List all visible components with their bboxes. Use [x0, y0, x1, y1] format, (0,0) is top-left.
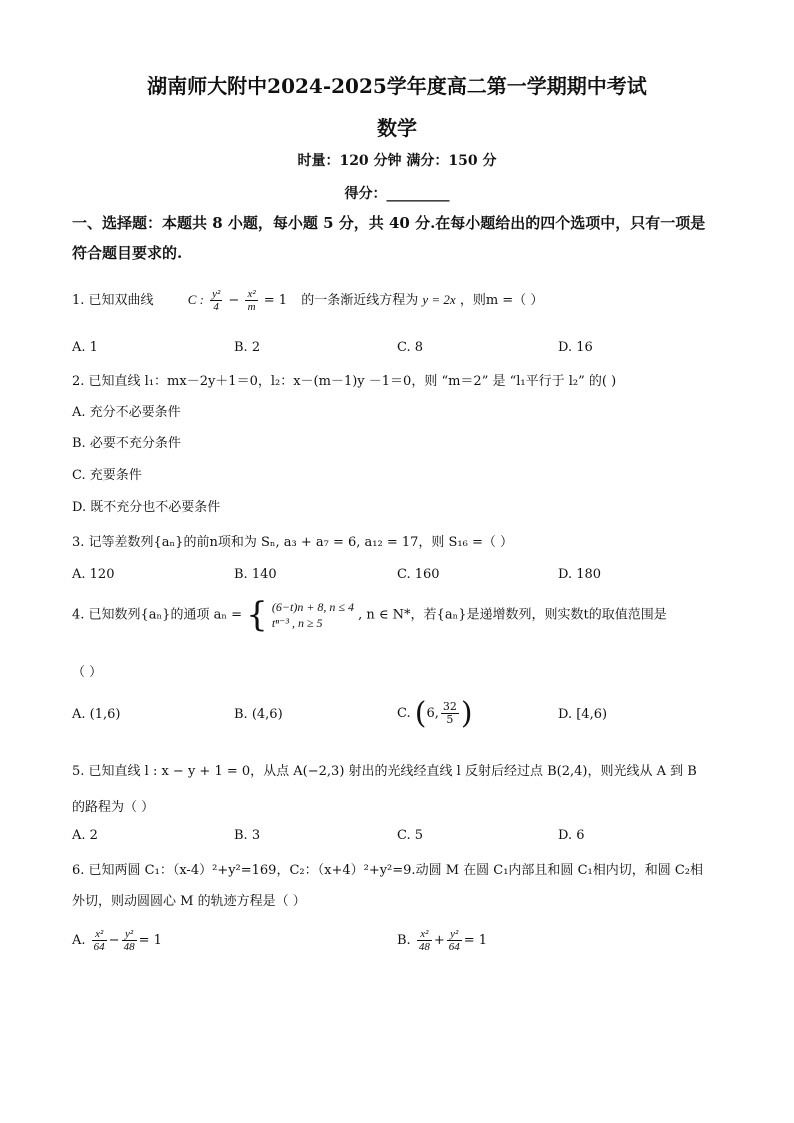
q6-a-frac-2	[122, 928, 137, 953]
q1-middle: 的一条渐近线方程为	[301, 293, 419, 308]
exam-title: 湖南师大附中2024-2025学年度高二第一学期期中考试	[147, 74, 647, 98]
q4-option-c	[397, 696, 473, 731]
q6-option-a-label: A.	[72, 933, 86, 948]
q1-option-a: A. 1	[72, 340, 98, 355]
q2-option-b: B. 必要不充分条件	[72, 436, 181, 451]
q4-option-c-rparen: )	[460, 696, 473, 731]
question-3-stem: 3. 记等差数列{aₙ}的前n项和为 Sₙ, a₃ + a₇ = 6, a₁₂ = 17，则 S₁₆ =（ ）	[72, 535, 514, 550]
q6-a-n1: x²	[92, 928, 107, 941]
q6-a-d1: 64	[93, 941, 105, 953]
q2-option-a: A. 充分不必要条件	[72, 405, 181, 420]
q6-a-n2: y²	[122, 928, 137, 941]
q1-prefix: 1. 已知双曲线	[72, 293, 154, 308]
q6-a-d2: 48	[123, 941, 135, 953]
q1-f2-num: x²	[247, 288, 256, 300]
q6-a-eq: = 1	[138, 933, 162, 948]
q1-fraction-2	[245, 288, 257, 313]
q3-option-b: B. 140	[234, 567, 277, 582]
exam-meta: 时量：120 分钟 满分：150 分	[297, 153, 497, 169]
q1-asymptote: y = 2x	[422, 292, 456, 307]
q4-prefix: 4. 已知数列{aₙ}的通项 aₙ =	[72, 607, 242, 623]
q4-case-1: (6−t)n + 8, n ≤ 4	[271, 600, 355, 614]
q6-a-op: −	[108, 933, 120, 948]
q4-middle: , n ∈ N*，若{aₙ}是递增数列，则实数t的取值范围是	[358, 607, 667, 623]
q2-option-d: D. 既不充分也不必要条件	[72, 500, 221, 515]
q4-option-c-label: C.	[397, 706, 411, 721]
q1-fraction-1	[210, 288, 222, 313]
q4-case-2: tⁿ⁻³ , n ≥ 5	[271, 616, 323, 630]
question-6-line1: 6. 已知两圆 C₁：（x-4）²+y²=169，C₂：（x+4）²+y²=9.动圆 M 在圆 C₁内部且和圆 C₁相内切，和圆 C₂相	[72, 863, 704, 878]
q1-suffix: ，则m =（ ）	[459, 293, 544, 308]
score-field: 得分：_________	[344, 186, 450, 202]
q4-brace: {	[246, 595, 268, 635]
q4-option-c-a: 6,	[426, 706, 439, 721]
q6-b-frac-1	[417, 928, 432, 953]
q6-option-a	[72, 928, 162, 953]
q6-b-n1: x²	[417, 928, 432, 941]
q4-option-a: A. (1,6)	[72, 707, 121, 722]
q1-option-c: C. 8	[397, 340, 424, 355]
q4-option-c-num: 32	[442, 700, 457, 713]
q1-minus: −	[228, 293, 240, 308]
q6-a-frac-1	[92, 928, 107, 953]
q6-b-d1: 48	[418, 941, 430, 953]
q1-eq: = 1	[263, 293, 288, 308]
question-5-line2: 的路程为（ ）	[72, 800, 155, 815]
q6-b-d2: 64	[448, 941, 460, 953]
q1-option-d: D. 16	[558, 340, 593, 355]
q5-option-c: C. 5	[397, 828, 424, 843]
q4-option-d: D. [4,6)	[558, 707, 608, 722]
q3-option-c: C. 160	[397, 567, 440, 582]
q4-option-b: B. (4,6)	[234, 707, 283, 722]
q6-option-b	[397, 928, 487, 953]
q5-option-d: D. 6	[558, 828, 585, 843]
q6-b-eq: = 1	[463, 933, 488, 948]
q4-option-c-fraction	[441, 701, 459, 726]
q1-c-label: C :	[187, 292, 204, 307]
q6-b-frac-2	[447, 928, 462, 953]
section-heading-line2: 符合题目要求的.	[72, 244, 183, 262]
q1-f1-num: y²	[212, 288, 221, 300]
question-6-line2: 外切，则动圆圆心 M 的轨迹方程是（ ）	[72, 894, 306, 909]
q1-f2-den: m	[247, 301, 256, 313]
q4-cases	[272, 599, 354, 631]
q2-option-c: C. 充要条件	[72, 468, 142, 483]
q3-option-d: D. 180	[558, 567, 602, 582]
section-heading-line1: 一、选择题：本题共 8 小题，每小题 5 分，共 40 分.在每小题给出的四个选项中，只有一项是	[72, 214, 706, 232]
question-1-stem	[72, 288, 543, 313]
q6-option-b-label: B.	[397, 933, 411, 948]
question-5-line1: 5. 已知直线 l : x − y + 1 = 0，从点 A(−2,3) 射出的光线经直线 l 反射后经过点 B(2,4)，则光线从 A 到 B	[72, 764, 697, 779]
question-2-stem: 2. 已知直线 l₁：mx－2y＋1＝0，l₂：x－(m－1)y －1＝0，则 “m＝2” 是 “l₁平行于 l₂” 的( )	[72, 374, 617, 389]
subject-title: 数学	[377, 116, 417, 140]
q5-option-a: A. 2	[72, 828, 98, 843]
q4-option-c-den: 5	[446, 713, 454, 726]
q1-f1-den: 4	[213, 301, 219, 313]
q6-b-op: +	[433, 933, 445, 948]
q4-paren: （ ）	[72, 665, 103, 680]
q3-option-a: A. 120	[72, 567, 115, 582]
q4-option-c-lparen: (	[414, 696, 427, 731]
q5-option-b: B. 3	[234, 828, 261, 843]
question-4-stem	[72, 595, 667, 635]
q1-option-b: B. 2	[234, 340, 261, 355]
q6-b-n2: y²	[447, 928, 462, 941]
